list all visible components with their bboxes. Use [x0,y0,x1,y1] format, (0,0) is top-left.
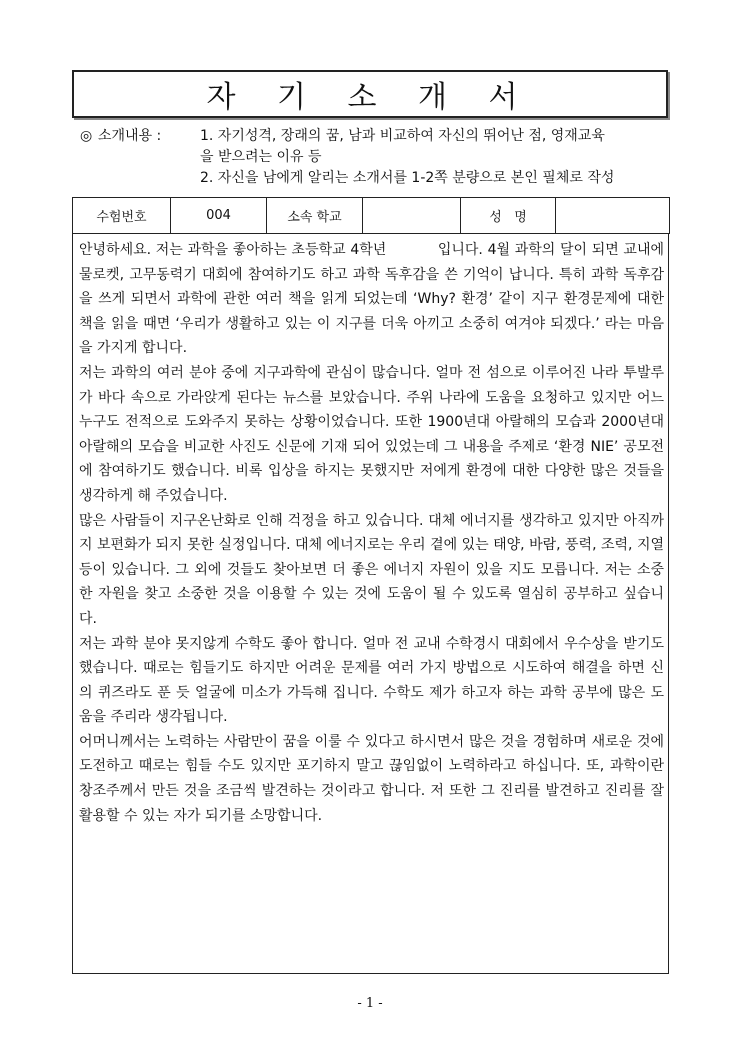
school-label: 소속 학교 [267,198,363,234]
name-label: 성 명 [461,198,556,234]
bullet-circle-icon: ◎ [80,128,93,144]
guide-label: 소개내용 : [98,128,162,144]
document-title: 자 기 소 개 서 [206,80,534,115]
essay-body [72,234,669,974]
school-value[interactable] [363,198,461,234]
guide-item-1: 1. 자기성격, 장래의 꿈, 남과 비교하여 자신의 뛰어난 점, 영재교육 [200,128,605,144]
info-row [73,198,670,234]
essay-paragraph: 저는 과학 분야 못지않게 수학도 좋아 합니다. 얼마 전 교내 수학경시 대회에서 우수상을 받기도 했습니다. 때로는 힘들기도 하지만 어려운 문제를 여러 가지 방법으로 시도하여 해결을 하면 신의 퀴즈라도 푼 듯 얼굴에 미소가 가득해 집니다. 수학도 제가 하고자 하는 과학 공부에 많은 도움을 주리라 생각됩니다. [79,635,664,726]
essay-paragraph: 어머니께서는 노력하는 사람만이 꿈을 이룰 수 있다고 하시면서 많은 것을 경험하며 새로운 것에 도전하고 때로는 힘들 수도 있지만 포기하지 말고 끊임없이 노력하라고 하십니다. 또, 과학이란 창조주께서 만든 것을 조금씩 발견하는 것이라고 합니다. 저 또한 그 진리를 발견하고 진리를 잘 활용할 수 있는 자가 되기를 소망합니다. [79,733,664,824]
exam-number-label: 수험번호 [73,198,171,234]
writing-guide [80,126,680,189]
document-title-box [72,70,668,118]
guide-row-1 [80,126,680,147]
page-number: - 1 - [357,996,383,1011]
applicant-info-table [72,197,670,234]
name-value[interactable] [556,198,670,234]
essay-paragraph: 많은 사람들이 지구온난화로 인해 걱정을 하고 있습니다. 대체 에너지를 생각하고 있지만 아직까지 보편화가 되지 못한 실정입니다. 대체 에너지로는 우리 곁에 있는 태양, 바람, 풍력, 조력, 지열 등이 있습니다. 그 외에 것들도 찾아보면 더 좋은 에너지 자원이 있을 지도 모릅니다. 저는 소중한 자원을 찾고 소중한 것을 이용할 수 있는 것에 도움이 될 수 있도록 열심히 공부하고 싶습니다. [79,512,664,627]
exam-number-value[interactable]: 004 [171,198,267,234]
guide-item-1-continued: 을 받으려는 이유 등 [200,149,322,165]
essay-paragraph: 저는 과학의 여러 분야 중에 지구과학에 관심이 많습니다. 얼마 전 섬으로 이루어진 나라 투발루가 바다 속으로 가라앉게 된다는 뉴스를 보았습니다. 주위 나라에 도움을 요청하고 있지만 어느 누구도 전적으로 도와주지 못하는 상황이었습니다. 또한 1900년대 아랄해의 모습과 2000년대 아랄해의 모습을 비교한 사진도 신문에 기재 되어 있었는데 그 내용을 주제로 ‘환경 NIE’ 공모전에 참여하기도 했습니다. 비록 입상을 하지는 못했지만 저에게 환경에 대한 다양한 많은 것들을 생각하게 해 주었습니다. [79,364,664,504]
guide-row-2 [80,168,680,189]
essay-paragraph: 안녕하세요. 저는 과학을 좋아하는 초등학교 4학년 입니다. 4월 과학의 달이 되면 교내에 물로켓, 고무동력기 대회에 참여하기도 하고 과학 독후감을 쓴 기억이 납니다. 특히 과학 독후감을 쓰게 되면서 과학에 관한 여러 책을 읽게 되었는데 ‘Why? 환경’ 같이 지구 환경문제에 대한 책을 읽을 때면 ‘우리가 생활하고 있는 이 지구를 더욱 아끼고 소중히 여겨야 되겠다.’ 라는 마음을 가지게 합니다. [79,242,669,357]
guide-item-2: 2. 자신을 남에게 알리는 소개서를 1-2쪽 분량으로 본인 필체로 작성 [200,170,615,186]
